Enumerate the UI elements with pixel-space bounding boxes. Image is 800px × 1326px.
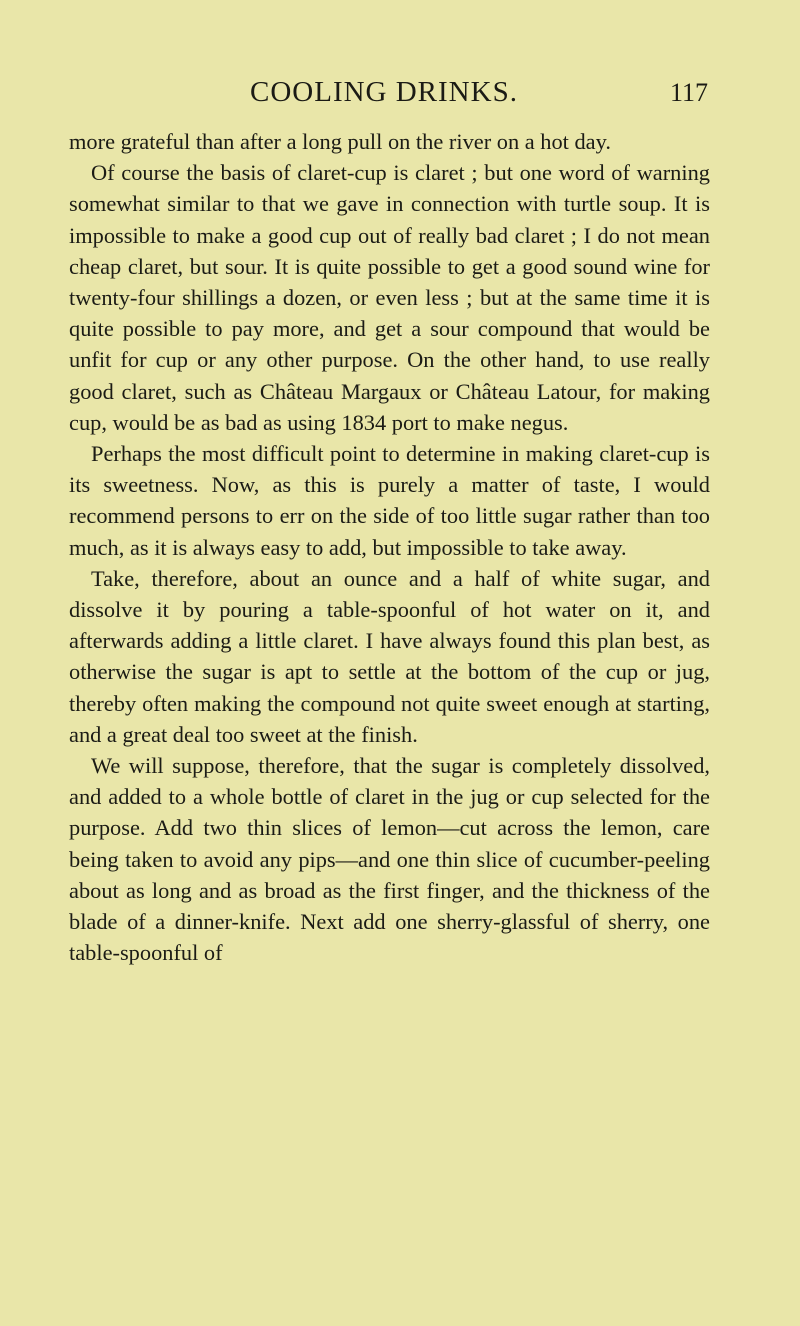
paragraph: Take, therefore, about an ounce and a half of white sugar, and dissolve it by pouring a table-spoonful of hot water on it, and afterwards adding a little claret. I have always found this plan best, as otherwise the sugar is apt to settle at the bottom of the cup or jug, thereby often making the compound not quite sweet enough at starting, and a great deal too sweet at the finish.	[69, 565, 710, 747]
running-head	[0, 76, 800, 116]
paragraph: We will suppose, therefore, that the sugar is completely dissolved, and added to a whole bottle of claret in the jug or cup selected for the purpose. Add two thin slices of lemon—cut across the lemon, care being taken to avoid any pips—and one thin slice of cucumber-peeling about as long and as broad as the first finger, and the thickness of the blade of a dinner-knife. Next add one sherry-glassful of sherry, one table-spoonful of	[69, 753, 710, 966]
body-text	[69, 126, 710, 968]
paragraph: more grateful than after a long pull on the river on a hot day.	[69, 129, 611, 154]
running-title: COOLING DRINKS.	[250, 76, 518, 108]
paragraph: Of course the basis of claret-cup is claret ; but one word of warning somewhat similar to that we gave in connection with turtle soup. It is impossible to make a good cup out of really bad claret ; I do not mean cheap claret, but sour. It is quite possible to get a good sound wine for twenty-four shillings a dozen, or even less ; but at the same time it is quite possible to pay more, and get a sour compound that would be unfit for cup or any other purpose. On the other hand, to use really good claret, such as Château Margaux or Château Latour, for making cup, would be as bad as using 1834 port to make negus.	[69, 160, 710, 435]
page-number: 117	[669, 78, 708, 107]
paragraph: Perhaps the most difficult point to determine in making claret-cup is its sweetness. Now, as this is purely a matter of taste, I would recommend persons to err on the side of too little sugar rather than too much, as it is always easy to add, but impossible to take away.	[69, 441, 710, 560]
